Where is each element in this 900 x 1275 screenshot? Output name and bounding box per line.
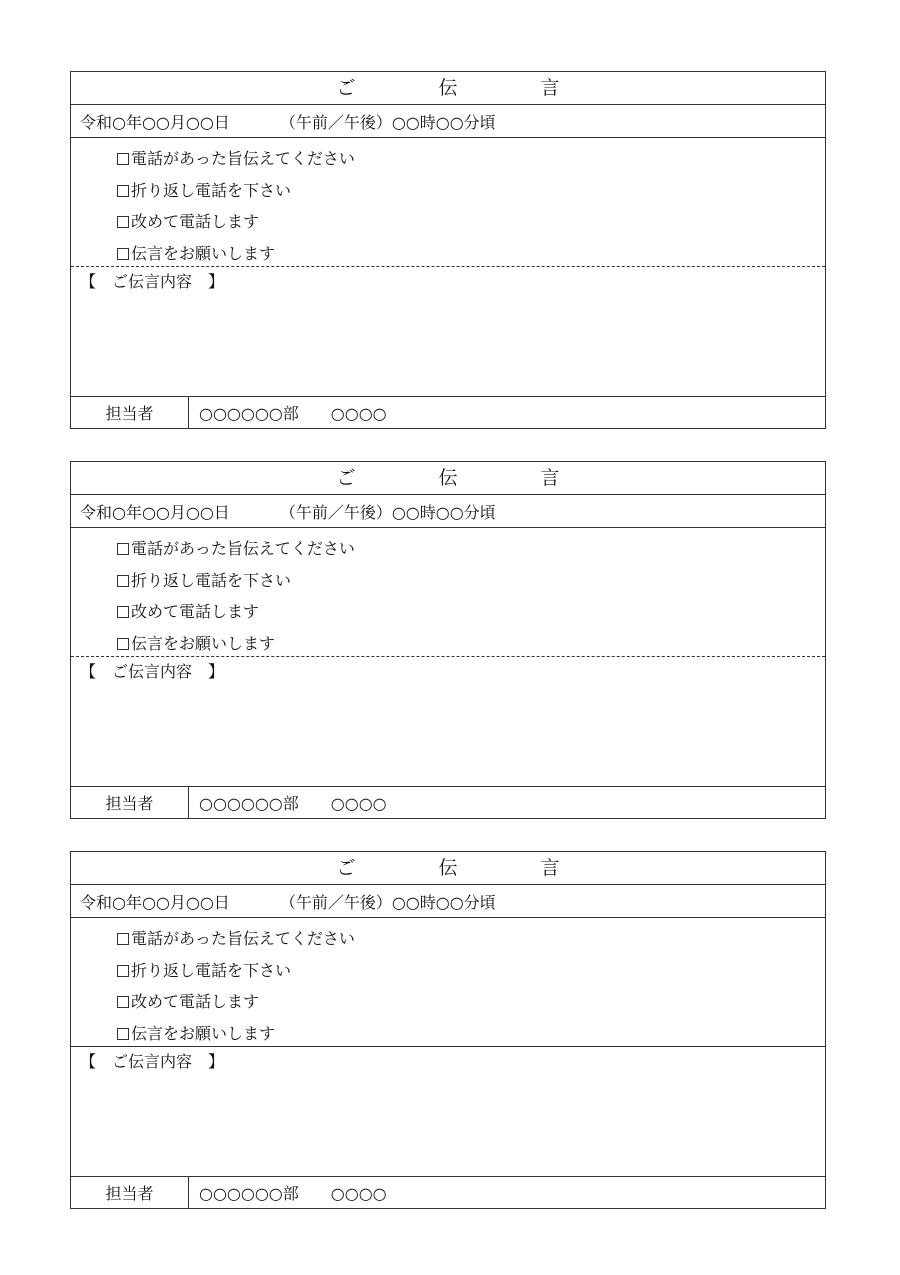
option-label: 折り返し電話を下さい: [131, 570, 292, 590]
time-field: （午前／午後）○○時○○分頃: [279, 892, 496, 912]
staff-label: 担当者: [71, 1177, 189, 1208]
option-label: 改めて電話します: [131, 602, 260, 621]
checkbox-icon[interactable]: [117, 1028, 129, 1040]
option-call-back[interactable]: [117, 565, 825, 597]
memo-title-row: [71, 72, 825, 105]
option-will-call-again[interactable]: [117, 986, 825, 1018]
option-callback-notice[interactable]: [117, 923, 825, 955]
checkbox-icon[interactable]: [117, 638, 129, 650]
checkbox-icon[interactable]: [117, 575, 129, 587]
option-will-call-again[interactable]: [117, 596, 825, 628]
checkbox-icon[interactable]: [117, 248, 129, 260]
options-list: [71, 528, 825, 657]
option-label: 電話があった旨伝えてください: [131, 929, 355, 948]
staff-label: 担当者: [71, 787, 189, 818]
option-leave-message[interactable]: [117, 628, 825, 660]
checkbox-icon[interactable]: [117, 996, 129, 1008]
option-call-back[interactable]: [117, 175, 825, 207]
option-callback-notice[interactable]: [117, 143, 825, 175]
time-field: （午前／午後）○○時○○分頃: [279, 112, 496, 132]
option-call-back[interactable]: [117, 955, 825, 987]
staff-value[interactable]: ○○○○○○部 ○○○○: [199, 404, 387, 423]
option-label: 電話があった旨伝えてください: [131, 149, 355, 168]
options-list: [71, 138, 825, 267]
message-content-area[interactable]: [71, 267, 825, 397]
memo-title: ご 伝 言: [336, 856, 592, 879]
checkbox-icon[interactable]: [117, 606, 129, 618]
memo-title-row: [71, 462, 825, 495]
date-field: 令和○年○○月○○日: [80, 892, 230, 912]
message-content-label: 【 ご伝言内容 】: [80, 272, 225, 291]
checkbox-icon[interactable]: [117, 185, 129, 197]
option-leave-message[interactable]: [117, 1018, 825, 1050]
date-field: 令和○年○○月○○日: [80, 502, 230, 522]
message-content-area[interactable]: [71, 657, 825, 787]
staff-value[interactable]: ○○○○○○部 ○○○○: [199, 1184, 387, 1203]
message-memo-3: [70, 851, 826, 1209]
staff-row: [71, 397, 825, 428]
option-will-call-again[interactable]: [117, 206, 825, 238]
option-label: 折り返し電話を下さい: [131, 960, 292, 980]
checkbox-icon[interactable]: [117, 933, 129, 945]
message-content-area[interactable]: [71, 1047, 825, 1177]
date-time-row: [71, 495, 825, 528]
message-memo-1: [70, 71, 826, 429]
date-field: 令和○年○○月○○日: [80, 112, 230, 132]
date-time-row: [71, 885, 825, 918]
option-label: 伝言をお願いします: [131, 633, 276, 653]
memo-title: ご 伝 言: [336, 76, 592, 99]
option-label: 電話があった旨伝えてください: [131, 539, 355, 558]
checkbox-icon[interactable]: [117, 153, 129, 165]
date-time-row: [71, 105, 825, 138]
option-label: 伝言をお願いします: [131, 243, 276, 263]
memo-title-row: [71, 852, 825, 885]
checkbox-icon[interactable]: [117, 965, 129, 977]
time-field: （午前／午後）○○時○○分頃: [279, 502, 496, 522]
staff-row: [71, 1177, 825, 1208]
option-label: 伝言をお願いします: [131, 1023, 276, 1043]
staff-label: 担当者: [71, 397, 189, 428]
option-callback-notice[interactable]: [117, 533, 825, 565]
memo-title: ご 伝 言: [336, 466, 592, 489]
options-list: [71, 918, 825, 1047]
message-content-label: 【 ご伝言内容 】: [80, 1052, 225, 1071]
checkbox-icon[interactable]: [117, 543, 129, 555]
staff-value[interactable]: ○○○○○○部 ○○○○: [199, 794, 387, 813]
message-memo-2: [70, 461, 826, 819]
option-label: 折り返し電話を下さい: [131, 180, 292, 200]
option-label: 改めて電話します: [131, 992, 260, 1011]
option-label: 改めて電話します: [131, 212, 260, 231]
option-leave-message[interactable]: [117, 238, 825, 270]
message-content-label: 【 ご伝言内容 】: [80, 662, 225, 681]
checkbox-icon[interactable]: [117, 216, 129, 228]
staff-row: [71, 787, 825, 818]
